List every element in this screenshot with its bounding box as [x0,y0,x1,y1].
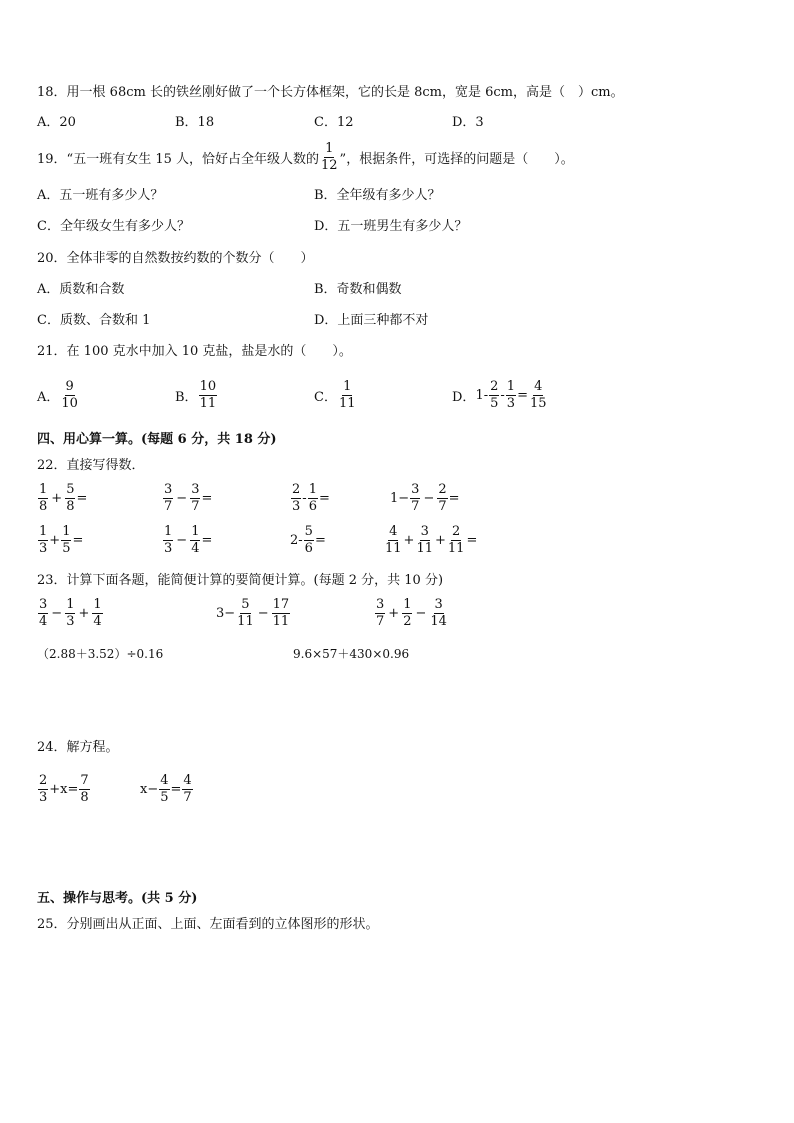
question-22-expr-7: 2- $\frac{5}{6}$ = [290,524,326,556]
question-19-option-b: B．全年级有多少人？ [314,188,441,203]
question-19-stem-start: 19．“五一班有女生 15 人，恰好占全年级人数的 [37,151,319,167]
question-21-option-b: B． $\frac{10}{11}$ [175,379,217,411]
question-18-stem: 18．用一根 68cm 长的铁丝刚好做了一个长方体框架，它的长是 8cm，宽是 6cm，高是（ ）cm。 [37,85,624,100]
question-19-option-a: A．五一班有多少人？ [37,188,164,203]
question-19-fraction: $\frac{1}{12}$ [321,141,338,173]
question-23-stem: 23．计算下面各题，能简便计算的要简便计算。(每题 2 分，共 10 分) [37,573,444,588]
section-5-title: 五、操作与思考。(共 5 分) [37,891,198,906]
question-19-stem-end: ”，根据条件，可选择的问题是（ ）。 [339,151,574,167]
question-18-option-b: B．18 [175,115,215,130]
question-20-option-d: D．上面三种都不对 [314,313,429,328]
question-20-option-a: A．质数和合数 [37,282,125,297]
section-4-title: 四、用心算一算。(每题 6 分，共 18 分) [37,432,277,447]
question-20-option-b: B．奇数和偶数 [314,282,402,297]
question-22-expr-8: $\frac{4}{11}$ + $\frac{3}{11}$ + $\frac{2}{11}$ = [385,524,478,556]
question-20-option-c: C．质数、合数和 1 [37,313,151,328]
question-21-option-d: D． 1- $\frac{2}{5}$ - $\frac{1}{3}$ = $\frac{4}{15}$ [452,379,547,411]
question-22-expr-6: $\frac{1}{3}$ − $\frac{1}{4}$ = [164,524,213,556]
question-18-option-a: A．20 [37,115,76,130]
question-24-equation-2: x− $\frac{4}{5}$ = $\frac{4}{7}$ [140,773,192,805]
question-22-expr-3: $\frac{2}{3}$ - $\frac{1}{6}$ = [292,482,330,514]
question-22-expr-2: $\frac{3}{7}$ − $\frac{3}{7}$ = [164,482,213,514]
question-19-option-c: C．全年级女生有多少人？ [37,219,190,234]
question-22-expr-1: $\frac{1}{8}$ + $\frac{5}{8}$ = [39,482,88,514]
question-21-stem: 21．在 100 克水中加入 10 克盐，盐是水的（ ）。 [37,344,352,359]
question-22-expr-5: $\frac{1}{3}$ + $\frac{1}{5}$ = [39,524,84,556]
question-23-expr-3: $\frac{3}{7}$ + $\frac{1}{2}$ − $\frac{3}{14}$ [376,597,447,629]
question-22-stem: 22．直接写得数． [37,458,145,473]
question-21-option-a: A． $\frac{9}{10}$ [37,379,78,411]
question-18-option-c: C．12 [314,115,354,130]
question-19-option-d: D．五一班男生有多少人？ [314,219,468,234]
question-23-expr-2: 3− $\frac{5}{11}$ − $\frac{17}{11}$ [216,597,290,629]
question-21-option-c: C． $\frac{1}{11}$ [314,379,356,411]
question-22-expr-4: 1− $\frac{3}{7}$ − $\frac{2}{7}$ = [390,482,460,514]
question-24-equation-1: $\frac{2}{3}$ +x= $\frac{7}{8}$ [39,773,89,805]
question-23-expr-4: （2.88＋3.52）÷0.16 [37,647,164,661]
question-23-expr-5: 9.6×57＋430×0.96 [293,647,410,661]
question-19-stem [37,142,574,172]
question-20-stem: 20．全体非零的自然数按约数的个数分（ ） [37,251,314,266]
question-25-stem: 25．分别画出从正面、上面、左面看到的立体图形的形状。 [37,917,379,932]
question-24-stem: 24．解方程。 [37,740,119,755]
question-23-expr-1: $\frac{3}{4}$ − $\frac{1}{3}$ + $\frac{1}{4}$ [39,597,102,629]
question-18-option-d: D．3 [452,115,484,130]
